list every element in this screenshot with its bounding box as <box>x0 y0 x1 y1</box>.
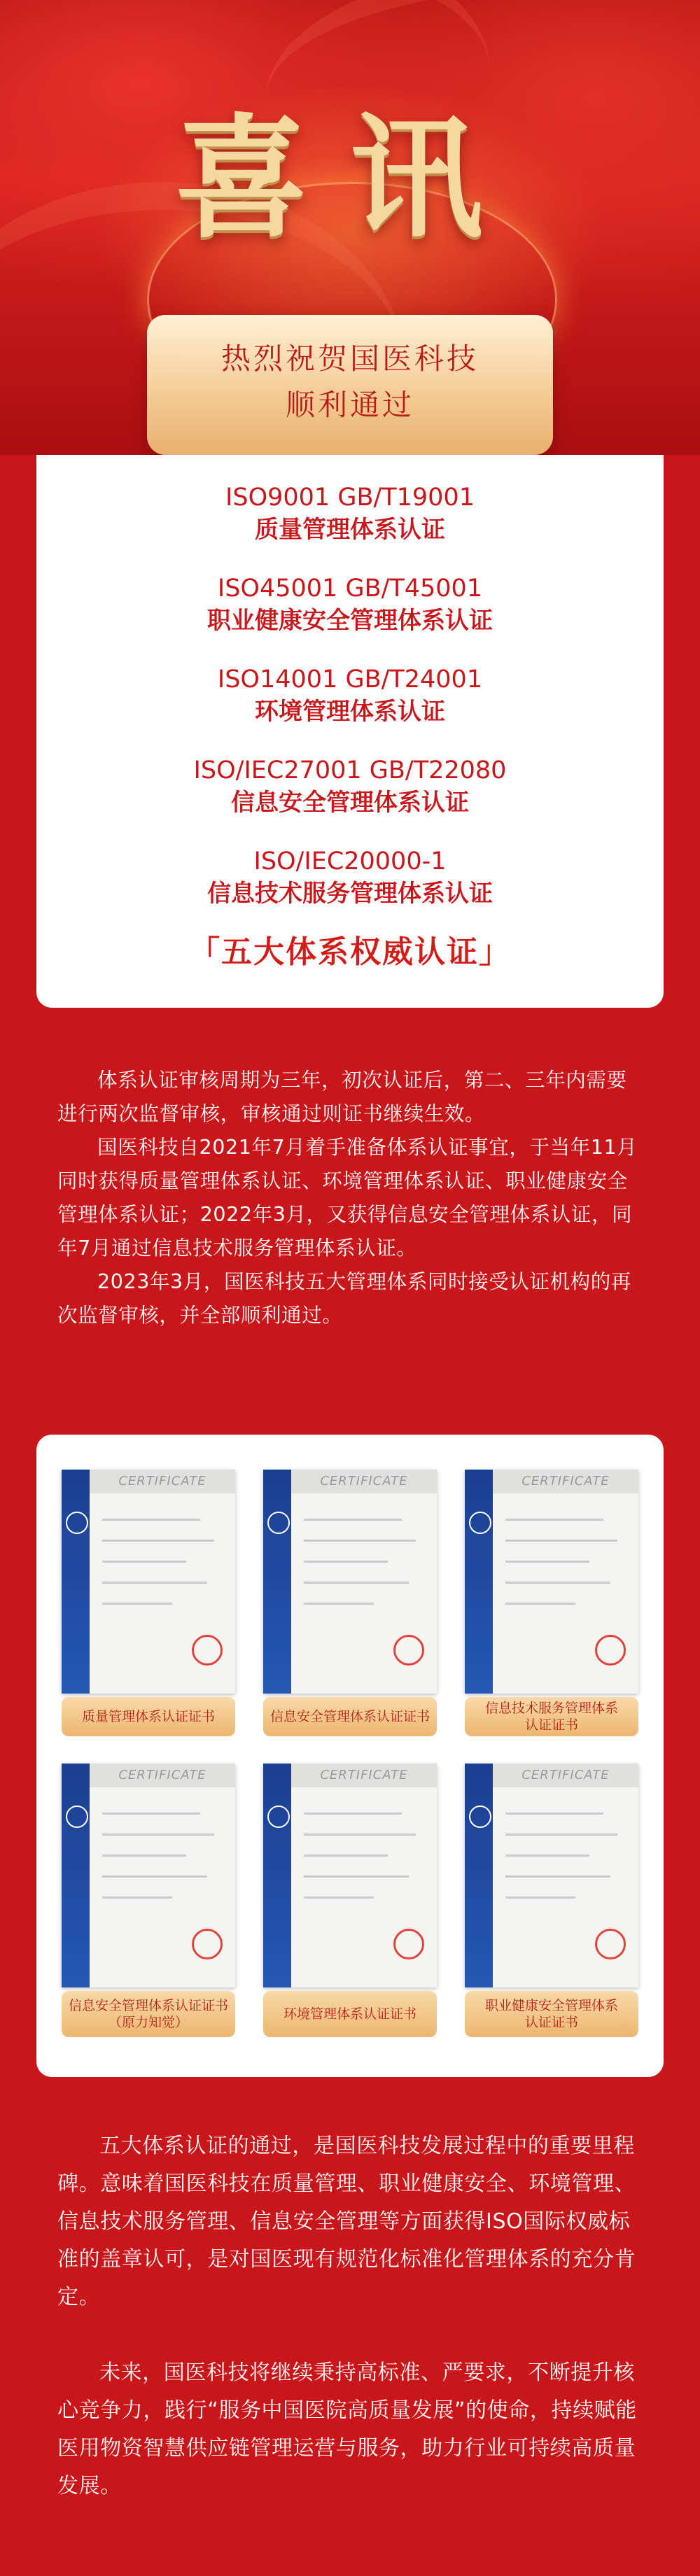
certification-item <box>36 663 664 728</box>
certificate-header: CERTIFICATE <box>493 1764 638 1787</box>
intro-paragraph-2: 国医科技自2021年7月着手准备体系认证事宜，于当年11月同时获得质量管理体系认证、环境管理体系认证、职业健康安全管理体系认证；2022年3月，又获得信息安全管理体系认证，同年7月通过信息技术服务管理体系认证。 <box>57 1136 638 1260</box>
certificate-header: CERTIFICATE <box>291 1764 437 1787</box>
stamp-icon <box>595 1635 626 1666</box>
certification-name: 信息安全管理体系认证 <box>231 789 469 817</box>
seal-icon <box>66 1512 88 1534</box>
certificate-image <box>62 1764 235 1987</box>
certification-name: 环境管理体系认证 <box>255 698 445 726</box>
certificate-header: CERTIFICATE <box>90 1764 235 1787</box>
certification-name: 质量管理体系认证 <box>255 516 445 544</box>
certificate-image <box>263 1470 437 1694</box>
certificate-label <box>263 1697 437 1736</box>
seal-icon <box>66 1806 88 1828</box>
certifications-summary: 「五大体系权威认证」 <box>189 934 511 970</box>
certification-code: ISO9001 GB/T19001 <box>225 484 475 512</box>
closing-paragraph-2: 未来，国医科技将继续秉持高标准、严要求，不断提升核心竞争力，践行“服务中国医院高质量发展”的使命，持续赋能医用物资智慧供应链管理运营与服务，助力行业可持续高质量发展。 <box>57 2360 637 2498</box>
certification-list-card <box>36 455 664 1008</box>
closing-paragraph-1: 五大体系认证的通过，是国医科技发展过程中的重要里程碑。意味着国医科技在质量管理、职业健康安全、环境管理、信息技术服务管理、信息安全管理等方面获得ISO国际权威标准的盖章认可，是对国医现有规范化标准化管理体系的充分肯定。 <box>57 2134 636 2309</box>
certificate-label-line-1: 信息安全管理体系认证证书 <box>270 1709 430 1724</box>
intro-paragraph-3: 2023年3月，国医科技五大管理体系同时接受认证机构的再次监督审核，并全部顺利通过。 <box>57 1270 631 1327</box>
certification-code: ISO45001 GB/T45001 <box>217 575 483 603</box>
hero-banner <box>0 0 700 455</box>
stamp-icon <box>192 1929 223 1959</box>
certificate-header: CERTIFICATE <box>90 1470 235 1493</box>
certificate-label <box>263 1991 437 2037</box>
banner-line-2: 顺利通过 <box>285 388 414 422</box>
certification-code: ISO/IEC20000-1 <box>253 847 447 875</box>
certification-code: ISO/IEC27001 GB/T22080 <box>193 756 507 784</box>
banner-line-1: 热烈祝贺国医科技 <box>220 342 479 376</box>
seal-icon <box>267 1806 290 1828</box>
stamp-icon <box>393 1635 424 1666</box>
certificate-image <box>263 1764 437 1987</box>
certification-item <box>36 572 664 637</box>
stamp-icon <box>192 1635 223 1666</box>
seal-icon <box>267 1512 290 1534</box>
closing-text <box>57 2127 645 2505</box>
certification-item <box>36 481 664 546</box>
certificate-label-line-2: （原力知觉） <box>108 2015 188 2030</box>
certificate-label-line-1: 职业健康安全管理体系 <box>484 1998 618 2013</box>
certification-item <box>36 845 664 910</box>
certificate-image <box>465 1764 638 1987</box>
congrats-banner <box>147 315 553 455</box>
certification-item <box>36 754 664 819</box>
certificate-label <box>465 1991 638 2037</box>
seal-icon <box>469 1512 491 1534</box>
certification-name: 信息技术服务管理体系认证 <box>207 880 493 908</box>
headline: 喜讯 <box>174 100 525 256</box>
certificate-label-line-2: 认证证书 <box>524 2015 578 2030</box>
certification-code: ISO14001 GB/T24001 <box>217 666 483 694</box>
certificate-label <box>62 1697 235 1736</box>
certificate-label-line-1: 质量管理体系认证证书 <box>81 1709 215 1724</box>
certificate-label-line-2: 认证证书 <box>524 1717 578 1733</box>
certificate-header: CERTIFICATE <box>493 1470 638 1493</box>
certificate-label-line-1: 信息技术服务管理体系 <box>484 1701 618 1716</box>
certificate-label-line-1: 信息安全管理体系认证证书 <box>68 1998 228 2013</box>
certificate-label <box>465 1697 638 1736</box>
stamp-icon <box>595 1929 626 1959</box>
certification-name: 职业健康安全管理体系认证 <box>207 607 493 635</box>
certificate-image <box>62 1470 235 1694</box>
seal-icon <box>469 1806 491 1828</box>
stamp-icon <box>393 1929 424 1959</box>
certificate-label-line-1: 环境管理体系认证证书 <box>283 2006 416 2022</box>
certificate-label <box>62 1991 235 2037</box>
certificate-header: CERTIFICATE <box>291 1470 437 1493</box>
certificate-image <box>465 1470 638 1694</box>
intro-paragraph-1: 体系认证审核周期为三年，初次认证后，第二、三年内需要进行两次监督审核，审核通过则证书继续生效。 <box>57 1069 627 1125</box>
certificate-grid-card <box>36 1435 664 2077</box>
intro-text <box>57 1064 645 1332</box>
